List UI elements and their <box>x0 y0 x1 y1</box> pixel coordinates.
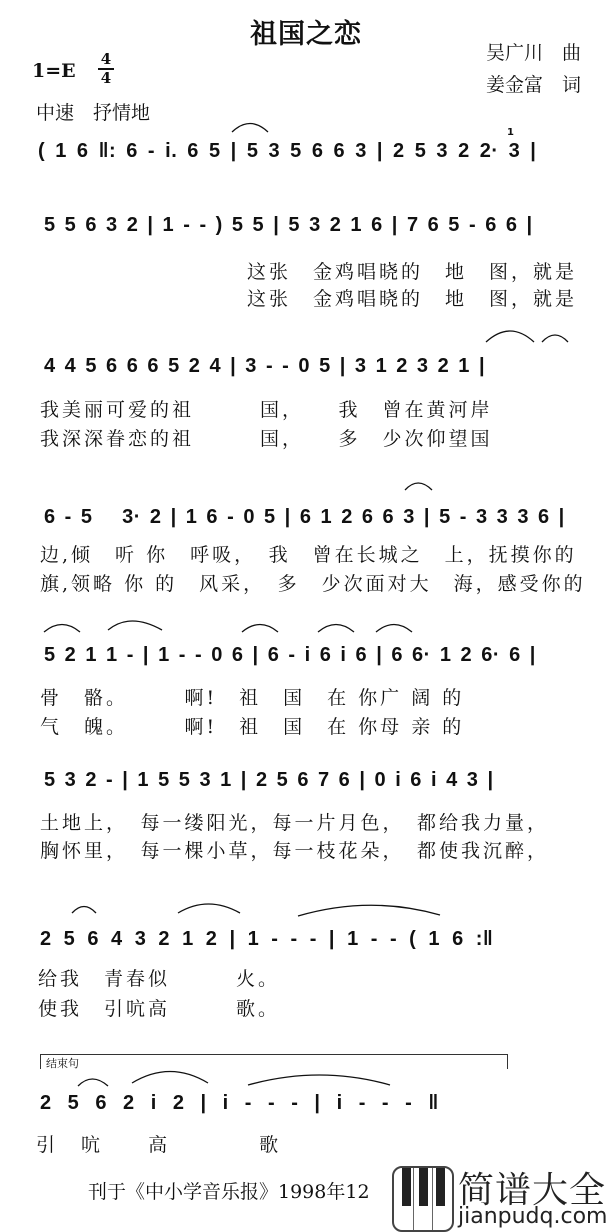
lyric-line-ending: 引 吭 高 歌 <box>36 1134 282 1156</box>
tempo-marking: 中速 抒情地 <box>36 102 151 124</box>
notation-line-ending: 2 5 6 2 i 2 | i - - - | i - - - ‖ <box>40 1092 439 1114</box>
lyric-line-6-verse-2: 胸怀里， 每一棵小草，每一枝花朵， 都使我沉醉， <box>40 840 550 862</box>
key-signature: 1=E <box>32 60 76 82</box>
lyric-line-5-verse-2: 气 魄。 啊! 祖 国 在 你母 亲 的 <box>40 716 465 738</box>
publication-note: 刊于《中小学音乐报》1998年12 <box>88 1181 370 1203</box>
notation-line-1: ( 1 6 ‖: 6 - i. 6 5 | 5 3 5 6 6 3 | 2 5 3 2 2· 3 | <box>38 140 537 162</box>
notation-line-4: 6 - 5 3· 2 | 1 6 - 0 5 | 6 1 2 6 6 3 | 5 - 3 3 3 6 | <box>44 506 565 528</box>
lyric-line-4-verse-1: 边,倾 听 你 呼吸， 我 曾在长城之 上，抚摸你的 <box>40 544 577 566</box>
notation-line-7: 2 5 6 4 3 2 1 2 | 1 - - - | 1 - - ( 1 6 :‖ <box>40 928 494 950</box>
watermark-logo <box>388 1162 612 1232</box>
lyricist-credit: 姜金富 词 <box>486 74 582 96</box>
lyric-line-3-verse-1: 我美丽可爱的祖 国， 我 曾在黄河岸 <box>40 399 493 421</box>
song-title: 祖国之恋 <box>250 19 362 50</box>
lyric-line-3-verse-2: 我深深眷恋的祖 国， 多 少次仰望国 <box>40 428 493 450</box>
lyric-line-7-verse-1: 给我 青春似 火。 <box>38 968 281 990</box>
notation-line-2: 5 5 6 3 2 | 1 - - ) 5 5 | 5 3 2 1 6 | 7 6 5 - 6 6 | <box>44 214 533 236</box>
lyric-line-6-verse-1: 土地上， 每一缕阳光，每一片月色， 都给我力量， <box>40 812 550 834</box>
composer-credit: 吴广川 曲 <box>486 42 582 64</box>
notation-line-6: 5 3 2 - | 1 5 5 3 1 | 2 5 6 7 6 | 0 i 6 i 4 3 | <box>44 769 494 791</box>
ending-bracket <box>40 1054 508 1069</box>
notation-line-5: 5 2 1 1 - | 1 - - 0 6 | 6 - i 6 i 6 | 6 6· 1 2 6· 6 | <box>44 644 536 666</box>
watermark-name: 简谱大全 <box>458 1170 607 1211</box>
notation-line-3: 4 4 5 6 6 6 5 2 4 | 3 - - 0 5 | 3 1 2 3 2 1 | <box>44 355 486 377</box>
lyric-line-7-verse-2: 使我 引吭高 歌。 <box>38 998 281 1020</box>
watermark-url: jianpudq.com <box>458 1204 608 1229</box>
piano-icon <box>392 1166 454 1232</box>
lyric-line-2-verse-1: 这张 金鸡唱晓的 地 图，就是 <box>247 261 578 283</box>
grace-note: 1 <box>507 127 514 138</box>
lyric-line-5-verse-1: 骨 骼。 啊! 祖 国 在 你广 阔 的 <box>40 687 465 709</box>
lyric-line-4-verse-2: 旗,领略 你 的 风采， 多 少次面对大 海，感受你的 <box>40 573 586 595</box>
lyric-line-2-verse-2: 这张 金鸡唱晓的 地 图，就是 <box>247 288 578 310</box>
time-signature-bottom: 4 <box>100 69 112 87</box>
ending-label: 结束句 <box>46 1057 79 1070</box>
time-signature <box>98 52 114 86</box>
time-signature-top: 4 <box>100 50 112 68</box>
